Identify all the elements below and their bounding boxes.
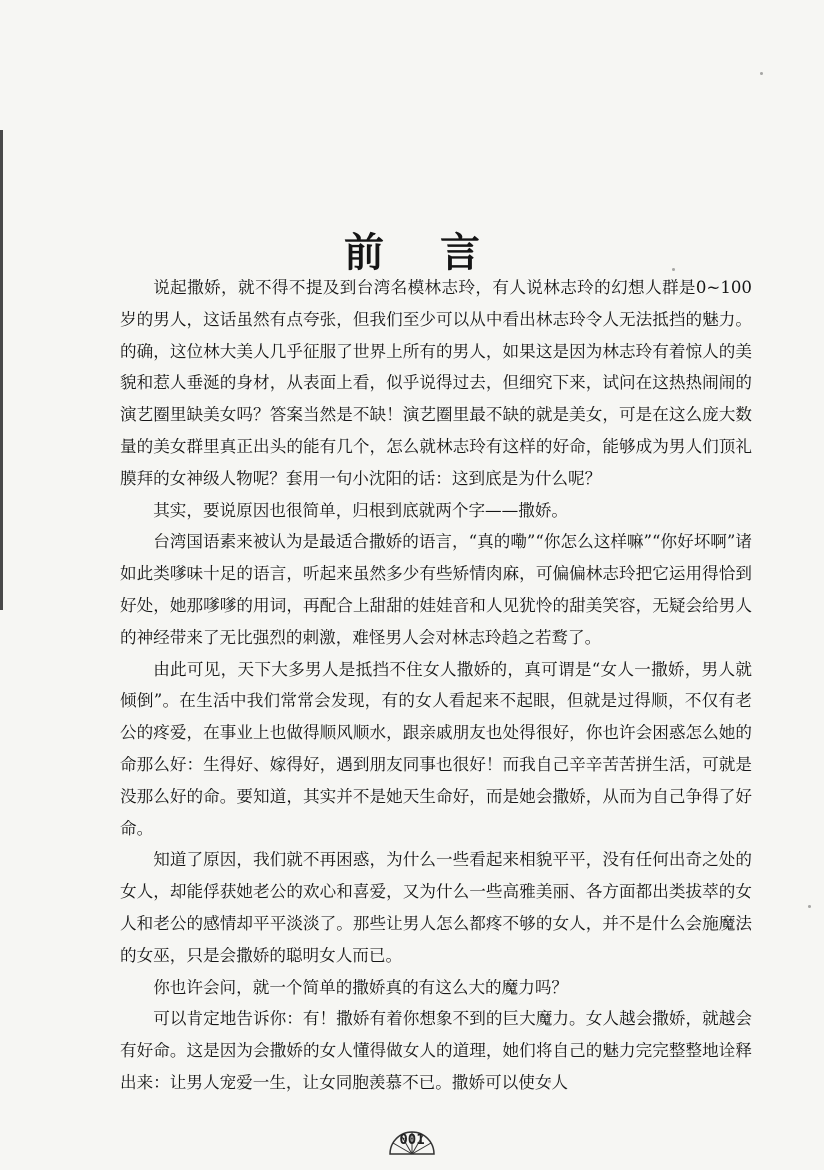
paragraph: 可以肯定地告诉你：有！撒娇有着你想象不到的巨大魔力。女人越会撒娇，就越会有好命。这是因为会撒娇的女人懂得做女人的道理，她们将自己的魅力完完整整地诠释出来：让男人宠爱一生，让女同胞羡慕不已。撒娇可以使女人 [120, 1009, 752, 1092]
paragraph: 其实，要说原因也很简单，归根到底就两个字——撒娇。 [153, 500, 569, 520]
paragraph: 知道了原因，我们就不再困惑，为什么一些看起来相貌平平，没有任何出奇之处的女人，却能俘获她老公的欢心和喜爱，又为什么一些高雅美丽、各方面都出类拔萃的女人和老公的感情却平平淡淡了。那些让男人怎么都疼不够的女人，并不是什么会施魔法的女巫，只是会撒娇的聪明女人而已。 [120, 850, 752, 965]
scan-edge-shadow [0, 130, 3, 610]
paragraph: 说起撒娇，就不得不提及到台湾名模林志玲，有人说林志玲的幻想人群是0~100岁的男人，这话虽然有点夸张，但我们至少可以从中看出林志玲令人无法抵挡的魅力。的确，这位林大美人几乎征服了世界上所有的男人，如果这是因为林志玲有着惊人的美貌和惹人垂涎的身材，从表面上看，似乎说得过去，但细究下来，试问在这热热闹闹的演艺圈里缺美女吗？答案当然是不缺！演艺圈里最不缺的就是美女，可是在这么庞大数量的美女群里真正出头的能有几个，怎么就林志玲有这样的好命，能够成为男人们顶礼膜拜的女神级人物呢？套用一句小沈阳的话：这到底是为什么呢？ [120, 278, 752, 488]
scan-speck [760, 72, 763, 75]
page-number: 001 [399, 1132, 425, 1148]
paragraph: 你也许会问，就一个简单的撒娇真的有这么大的魔力吗？ [153, 977, 569, 997]
scan-speck [808, 905, 811, 908]
paragraph: 由此可见，天下大多男人是抵挡不住女人撒娇的，真可谓是“女人一撒娇，男人就倾倒”。在生活中我们常常会发现，有的女人看起来不起眼，但就是过得顺，不仅有老公的疼爱，在事业上也做得顺风顺水，跟亲戚朋友也处得很好，你也许会困惑怎么她的命那么好：生得好、嫁得好，遇到朋友同事也很好！而我自己辛辛苦苦拼生活，可就是没那么好的命。要知道，其实并不是她天生命好，而是她会撒娇，从而为自己争得了好命。 [120, 659, 752, 838]
page-title: 前言 [344, 228, 536, 276]
page-footer [386, 1120, 438, 1160]
body-text [120, 272, 752, 1099]
paragraph: 台湾国语素来被认为是最适合撒娇的语言，“真的嘞”“你怎么这样嘛”“你好坏啊”诸如此类嗲味十足的语言，听起来虽然多少有些矫情肉麻，可偏偏林志玲把它运用得恰到好处，她那嗲嗲的用词，再配合上甜甜的娃娃音和人见犹怜的甜美笑容，无疑会给男人的神经带来了无比强烈的刺激，难怪男人会对林志玲趋之若鹜了。 [120, 532, 752, 647]
